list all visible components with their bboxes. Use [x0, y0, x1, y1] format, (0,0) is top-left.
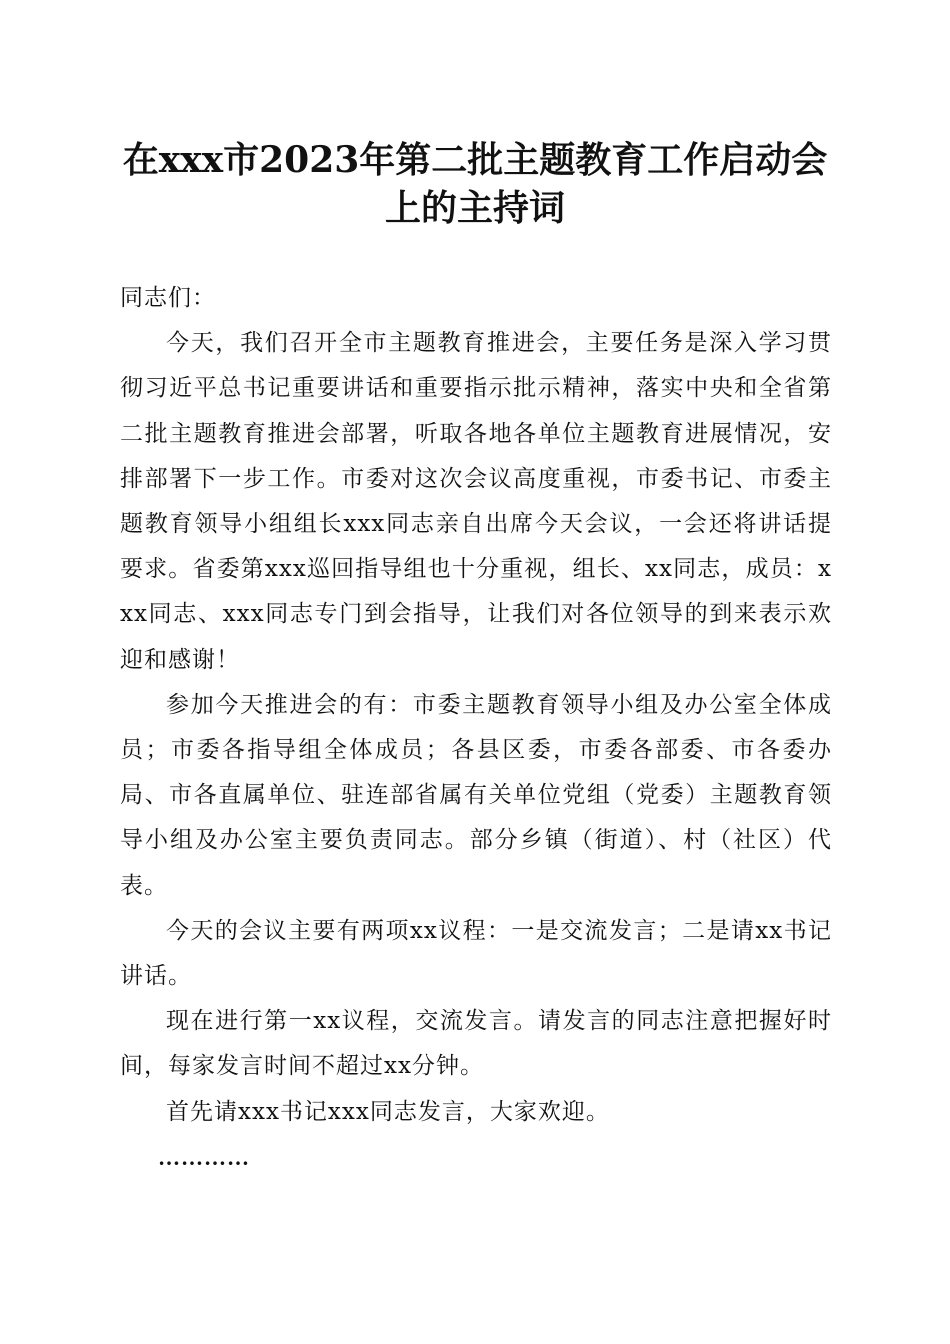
paragraph-attendees: 参加今天推进会的有：市委主题教育领导小组及办公室全体成员；市委各指导组全体成员；各县区委，市委各部委、市各委办局、市各直属单位、驻连部省属有关单位党组（党委）主题教育领导小组及办公室主要负责同志。部分乡镇（街道）、村（社区）代表。 — [120, 691, 832, 899]
ellipsis: ………… — [158, 1144, 250, 1170]
paragraph-agenda: 今天的会议主要有两项xx议程：一是交流发言；二是请xx书记讲话。 — [120, 917, 832, 990]
paragraph-opening: 今天，我们召开全市主题教育推进会，主要任务是深入学习贯彻习近平总书记重要讲话和重要指示批示精神，落实中央和全省第二批主题教育推进会部署，听取各地各单位主题教育进展情况，安排部署下一步工作。市委对这次会议高度重视，市委书记、市委主题教育领导小组组长xxx同志亲自出席今天会议，一会还将讲话提要求。省委第xxx巡回指导组也十分重视，组长、xx同志，成员：xxx同志、xxx同志专门到会指导，让我们对各位领导的到来表示欢迎和感谢！ — [120, 330, 832, 673]
document-title — [100, 136, 850, 232]
document-body — [120, 276, 832, 1180]
title-line-2: 上的主持词 — [384, 187, 565, 229]
title-line-1: 在xxx市2023年第二批主题教育工作启动会 — [122, 139, 828, 181]
paragraph-first-speaker: 首先请xxx书记xxx同志发言，大家欢迎。 — [166, 1098, 610, 1125]
paragraph-first-item: 现在进行第一xx议程，交流发言。请发言的同志注意把握好时间，每家发言时间不超过xx分钟。 — [120, 1008, 832, 1080]
salutation: 同志们： — [120, 285, 216, 311]
